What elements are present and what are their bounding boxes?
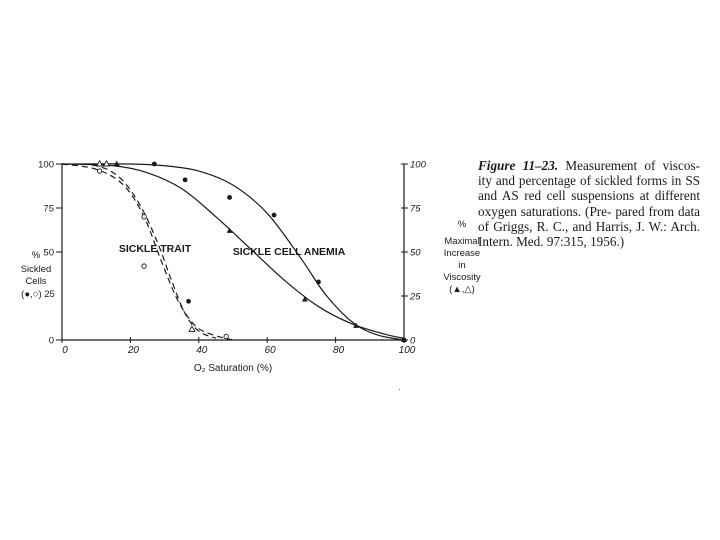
figure-label: Figure 11–23. (478, 158, 559, 173)
anemia-sickled-point (152, 162, 157, 167)
x-tick-label: 20 (127, 345, 139, 356)
left-y-label-line: (●,○) 25 (21, 289, 55, 300)
right-y-label-line: (▲,△) (449, 284, 475, 295)
left-y-tick-label: 75 (43, 203, 54, 215)
caption-line: Harris, J. W.: Arch. Intern. Med. (478, 218, 700, 250)
right-y-label-line: % (457, 219, 467, 230)
trait-viscosity-filled-point (186, 299, 191, 304)
trait-sickled-point (142, 215, 146, 219)
trait-viscosity-point (189, 326, 195, 331)
left-y-label-line: Sickled (20, 264, 52, 275)
right-y-label-line: Maximal (444, 236, 480, 247)
left-y-tick-label: 100 (38, 159, 54, 171)
caption-line: ity and percentage of sickled forms in (478, 173, 682, 189)
x-axis-label: O₂ Saturation (%) (193, 363, 273, 374)
right-y-tick-label: 100 (410, 159, 426, 171)
anemia-sickled-point (183, 177, 188, 182)
right-y-tick-label: 0 (410, 335, 416, 347)
left-y-label-line: % (31, 250, 41, 261)
figure-caption (478, 158, 700, 249)
sickle-cell-anemia-annotation: SICKLE CELL ANEMIA (232, 246, 346, 258)
right-y-label-line: Viscosity (443, 272, 481, 283)
trait-sickled-point (97, 169, 101, 173)
right-y-tick-label: 50 (410, 247, 421, 259)
right-y-label-line: in (458, 260, 466, 271)
x-tick-label: 0 (62, 345, 68, 356)
caption-line: different oxygen saturations. (Pre- (478, 188, 701, 219)
caption-line: 97:315, 1956.) (546, 234, 625, 250)
caption-line: Measurement of viscos- (565, 158, 700, 173)
anemia-viscosity-point (227, 228, 233, 233)
caption-line: pared from data of Griggs, R. C., and (478, 203, 701, 234)
left-y-tick-label: 0 (48, 335, 54, 347)
stray-mark: · (398, 384, 401, 394)
x-tick-label: 80 (333, 345, 345, 356)
anemia-sickled-point (316, 280, 321, 285)
right-y-label-line: Increase (443, 248, 481, 259)
right-y-axis-label (443, 219, 481, 295)
right-y-tick-label: 25 (410, 291, 421, 303)
right-y-tick-label: 75 (410, 203, 421, 215)
anemia-sickled-point (272, 213, 277, 218)
x-tick-label: 100 (398, 345, 416, 356)
x-tick-label: 40 (196, 345, 208, 356)
sickle-trait-annotation: SICKLE TRAIT (118, 243, 192, 255)
left-y-tick-label: 50 (43, 247, 54, 259)
trait-sickled-point (224, 334, 228, 338)
x-tick-label: 60 (264, 345, 276, 356)
left-y-label-line: Cells (25, 276, 47, 287)
anemia-sickled-point (227, 195, 232, 200)
caption-line: SS and AS red cell suspensions at (478, 173, 700, 204)
trait-sickled-point (142, 264, 146, 268)
